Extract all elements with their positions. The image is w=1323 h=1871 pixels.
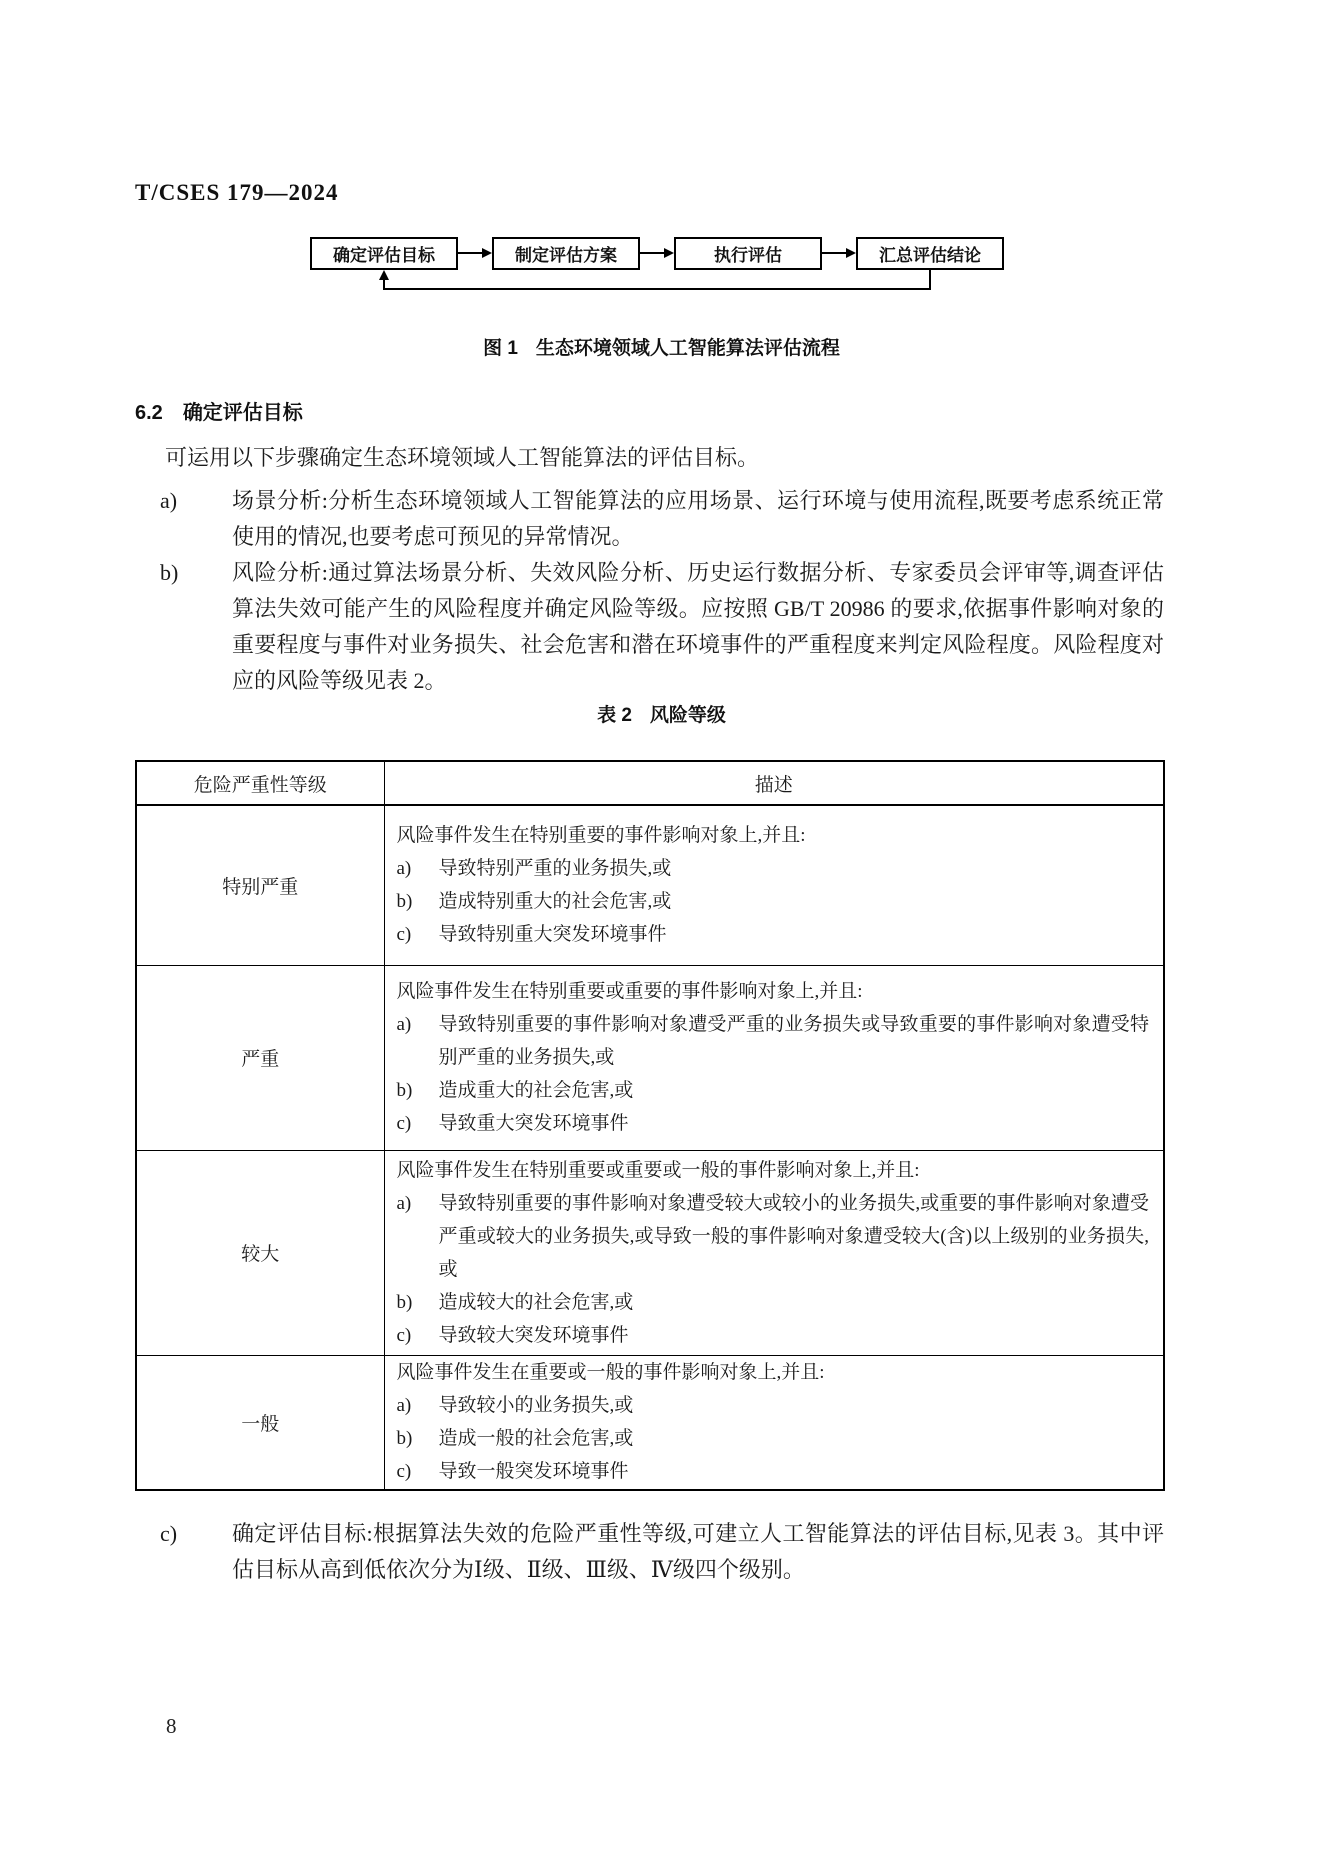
flow-step-define-goal: 确定评估目标 bbox=[310, 237, 458, 270]
list-item-label: a) bbox=[160, 488, 178, 513]
cell-list-item bbox=[397, 1286, 1150, 1319]
figure1-caption-label: 图 1 bbox=[483, 338, 518, 359]
cell-intro-text: 风险事件发生在重要或一般的事件影响对象上,并且: bbox=[396, 1362, 825, 1384]
cell-item-text: 导致一般突发环境事件 bbox=[438, 1461, 629, 1483]
cell-list-item bbox=[397, 1008, 1150, 1074]
severity-level-cell: 一般 bbox=[136, 1355, 384, 1490]
cell-list-item bbox=[397, 1455, 1150, 1488]
feedback-line-horizontal bbox=[383, 288, 931, 290]
list-item-a bbox=[160, 483, 1164, 555]
section-title: 确定评估目标 bbox=[182, 402, 303, 424]
cell-item-text: 造成较大的社会危害,或 bbox=[438, 1291, 634, 1313]
cell-item-label: b) bbox=[396, 1428, 413, 1450]
cell-item-label: a) bbox=[396, 858, 412, 880]
table2-caption bbox=[0, 700, 1323, 727]
cell-list-item bbox=[397, 1107, 1150, 1140]
list-item-text: 风险分析:通过算法场景分析、失效风险分析、历史运行数据分析、专家委员会评审等,调查评估算法失效可能产生的风险程度并确定风险等级。应按照 GB/T 20986 的要求,依据事件影响对象的重要程度与事件对业务损失、社会危害和潜在环境事件的严重程度来判定风险程度。风险程度对应的风险等级见表 2。 bbox=[232, 560, 1164, 693]
cell-list-item bbox=[397, 918, 1150, 951]
cell-item-text: 导致特别重要的事件影响对象遭受严重的业务损失或导致重要的事件影响对象遭受特别严重的业务损失,或 bbox=[438, 1014, 1149, 1068]
flow-step-execute: 执行评估 bbox=[674, 237, 822, 270]
cell-item-text: 导致较大突发环境事件 bbox=[438, 1324, 629, 1346]
arrow-right-icon bbox=[458, 252, 482, 254]
cell-item-text: 导致较小的业务损失,或 bbox=[438, 1395, 634, 1417]
cell-intro-text: 风险事件发生在特别重要或重要或一般的事件影响对象上,并且: bbox=[396, 1159, 920, 1181]
cell-list-item bbox=[397, 885, 1150, 918]
section-list-ab bbox=[160, 483, 1164, 699]
cell-item-text: 造成特别重大的社会危害,或 bbox=[438, 891, 672, 913]
cell-item-label: a) bbox=[396, 1014, 412, 1035]
severity-level-cell: 较大 bbox=[136, 1150, 384, 1355]
figure1-flowchart bbox=[310, 237, 1004, 299]
cell-list-item bbox=[397, 852, 1150, 885]
cell-list-item bbox=[397, 1422, 1150, 1455]
flow-step-make-plan: 制定评估方案 bbox=[492, 237, 640, 270]
table-row bbox=[136, 1150, 1164, 1355]
cell-item-text: 导致重大突发环境事件 bbox=[438, 1113, 629, 1134]
column-header-severity: 危险严重性等级 bbox=[136, 761, 384, 805]
cell-item-text: 导致特别重大突发环境事件 bbox=[438, 924, 667, 946]
cell-list-item bbox=[397, 1389, 1150, 1422]
description-cell bbox=[384, 1150, 1164, 1355]
cell-item-label: c) bbox=[396, 924, 412, 946]
cell-item-label: c) bbox=[396, 1324, 412, 1346]
standard-code: T/CSES 179—2024 bbox=[135, 180, 339, 205]
cell-intro-text: 风险事件发生在特别重要或重要的事件影响对象上,并且: bbox=[396, 981, 863, 1002]
cell-item-label: b) bbox=[396, 1080, 413, 1101]
cell-item-label: c) bbox=[396, 1113, 412, 1134]
cell-item-label: a) bbox=[396, 1395, 412, 1417]
cell-intro-text: 风险事件发生在特别重要的事件影响对象上,并且: bbox=[396, 825, 806, 847]
page-number: 8 bbox=[166, 1714, 177, 1738]
arrow-right-icon bbox=[640, 252, 664, 254]
cell-item-label: b) bbox=[396, 891, 413, 913]
flow-step-summarize: 汇总评估结论 bbox=[856, 237, 1004, 270]
cell-list-item bbox=[397, 1319, 1150, 1352]
cell-item-text: 导致特别重要的事件影响对象遭受较大或较小的业务损失,或重要的事件影响对象遭受严重或较大的业务损失,或导致一般的事件影响对象遭受较大(含)以上级别的业务损失,或 bbox=[438, 1192, 1149, 1280]
cell-item-text: 造成重大的社会危害,或 bbox=[438, 1080, 634, 1101]
figure1-caption bbox=[0, 333, 1323, 360]
figure1-caption-title: 生态环境领域人工智能算法评估流程 bbox=[535, 338, 840, 359]
list-item-c bbox=[160, 1516, 1164, 1588]
description-cell bbox=[384, 1355, 1164, 1490]
section-heading bbox=[135, 396, 303, 425]
feedback-arrow-up-icon bbox=[383, 274, 385, 290]
list-item-label: b) bbox=[160, 560, 179, 585]
cell-item-label: c) bbox=[396, 1461, 412, 1483]
table2-caption-label: 表 2 bbox=[597, 705, 632, 726]
arrow-right-icon bbox=[822, 252, 846, 254]
section-number: 6.2 bbox=[135, 402, 163, 424]
list-item-text: 场景分析:分析生态环境领域人工智能算法的应用场景、运行环境与使用流程,既要考虑系统正常使用的情况,也要考虑可预见的异常情况。 bbox=[232, 488, 1164, 549]
list-item-b bbox=[160, 555, 1164, 699]
severity-level-cell: 严重 bbox=[136, 965, 384, 1150]
list-item-text: 确定评估目标:根据算法失效的危险严重性等级,可建立人工智能算法的评估目标,见表 3。其中评估目标从高到低依次分为Ⅰ级、Ⅱ级、Ⅲ级、Ⅳ级四个级别。 bbox=[232, 1521, 1164, 1582]
description-cell bbox=[384, 805, 1164, 965]
severity-level-cell: 特别严重 bbox=[136, 805, 384, 965]
section-intro-paragraph: 可运用以下步骤确定生态环境领域人工智能算法的评估目标。 bbox=[165, 445, 760, 470]
table-header-row bbox=[136, 761, 1164, 805]
cell-list-item bbox=[397, 1187, 1150, 1286]
risk-level-table bbox=[135, 760, 1165, 1491]
table-row bbox=[136, 965, 1164, 1150]
cell-list-item bbox=[397, 1074, 1150, 1107]
description-cell bbox=[384, 965, 1164, 1150]
list-item-label: c) bbox=[160, 1521, 178, 1546]
cell-item-text: 造成一般的社会危害,或 bbox=[438, 1428, 634, 1450]
column-header-description: 描述 bbox=[384, 761, 1164, 805]
cell-item-text: 导致特别严重的业务损失,或 bbox=[438, 858, 672, 880]
table-row bbox=[136, 805, 1164, 965]
table2-caption-title: 风险等级 bbox=[649, 705, 726, 726]
feedback-line-down bbox=[929, 270, 931, 290]
section-list-c bbox=[160, 1516, 1164, 1588]
cell-item-label: b) bbox=[396, 1291, 413, 1313]
cell-item-label: a) bbox=[396, 1192, 412, 1214]
table-row bbox=[136, 1355, 1164, 1490]
